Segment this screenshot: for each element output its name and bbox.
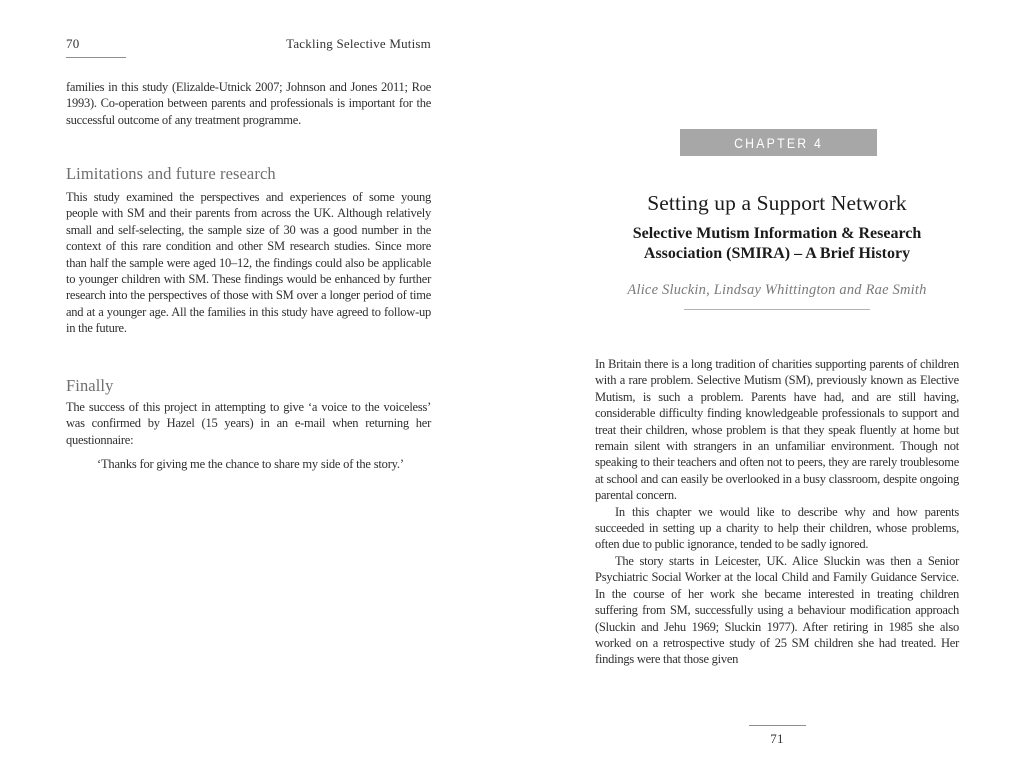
page-number-left-rule bbox=[66, 57, 126, 58]
section-heading-limitations: Limitations and future research bbox=[66, 164, 276, 183]
chapter-title: Setting up a Support Network bbox=[647, 191, 907, 215]
chapter-subtitle: Selective Mutism Information & Research Association (SMIRA) – A Brief History bbox=[632, 225, 922, 262]
chapter-banner bbox=[680, 129, 877, 156]
body-paragraph: In Britain there is a long tradition of charities supporting parents of children with a rare problem. Selective Mutism (SM), previously known as Elective Mutism, is such a problem. Parents have had, and are still having, considerable difficulty finding knowledgeable professionals to support and treat their children, whose problem is that they speak fluently at home but remain silent with strangers in an unfamiliar environment. Though not speaking to their teachers and often not to peers, they are rarely troublesome at school and can easily be overlooked in a busy classroom, despite ongoing parental concern. bbox=[595, 357, 959, 503]
running-head: Tackling Selective Mutism bbox=[286, 36, 431, 51]
page-number-left: 70 bbox=[66, 36, 80, 51]
pull-quote: ‘Thanks for giving me the chance to share my side of the story.’ bbox=[97, 457, 404, 471]
chapter-authors: Alice Sluckin, Lindsay Whittington and Rae Smith bbox=[627, 282, 927, 298]
section-body-finally: The success of this project in attempting to give ‘a voice to the voiceless’ was confirmed by Hazel (15 years) in an e-mail when returning her questionnaire: bbox=[66, 400, 431, 447]
authors-rule bbox=[684, 309, 870, 310]
intro-paragraph: families in this study (Elizalde-Utnick 2007; Johnson and Jones 2011; Roe 1993). Co-operation between parents and professionals is important for the successful outcome of any treatment programme. bbox=[66, 80, 431, 127]
page-number-right: 71 bbox=[770, 731, 784, 746]
chapter-label: CHAPTER 4 bbox=[734, 134, 823, 151]
section-heading-finally: Finally bbox=[66, 376, 114, 395]
section-body-limitations: This study examined the perspectives and experiences of some young people with SM and their parents from across the UK. Although relatively small and self-selecting, the sample size of 30 was a good number in the context of this rare condition and other SM research studies. Since more than half the sample were aged 10–12, the findings could also be applicable to younger children with SM. These findings would be enhanced by further research into the perspectives of those with SM over a longer period of time and at a younger age. All the families in this study have agreed to follow-up in the future. bbox=[66, 190, 431, 336]
chapter-subtitle-wrap bbox=[595, 224, 959, 263]
chapter-body bbox=[595, 356, 959, 668]
page-number-right-rule bbox=[749, 725, 806, 726]
body-paragraph: In this chapter we would like to describe why and how parents succeeded in setting up a charity to help their children, whose problems, often due to public ignorance, tended to be sadly ignored. bbox=[595, 504, 959, 552]
body-paragraph: The story starts in Leicester, UK. Alice Sluckin was then a Senior Psychiatric Social Worker at the local Child and Family Guidance Service. In the course of her work she became interested in treating children suffering from SM, successfully using a behaviour modification approach (Sluckin and Jehu 1969; Sluckin 1977). After retiring in 1985 she also worked on a retrospective study of 25 SM children she had treated. Her findings were that those given bbox=[595, 553, 959, 667]
